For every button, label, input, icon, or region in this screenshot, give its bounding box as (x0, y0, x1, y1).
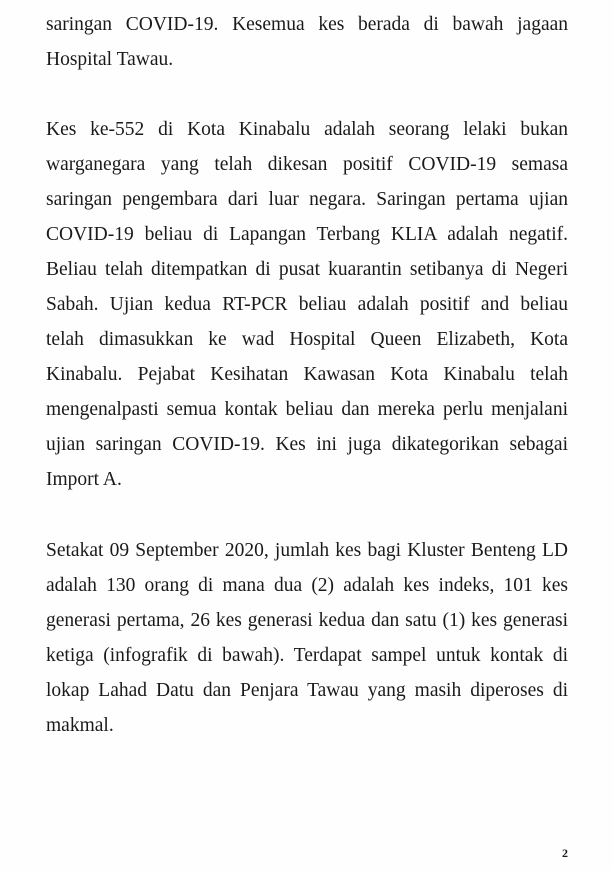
paragraph-3-line-3: generasi pertama, 26 kes generasi kedua dan satu (1) kes generasi (46, 610, 568, 631)
paragraph-2-line-6: Sabah. Ujian kedua RT-PCR beliau adalah positif and beliau (46, 294, 568, 315)
paragraph-2-line-7: telah dimasukkan ke wad Hospital Queen Elizabeth, Kota (46, 329, 568, 350)
paragraph-3-line-5: lokap Lahad Datu dan Penjara Tawau yang masih diperoses di (46, 680, 568, 701)
page-number: 2 (562, 846, 568, 860)
paragraph-2-line-2: warganegara yang telah dikesan positif COVID-19 semasa (46, 154, 568, 175)
paragraph-2-line-5: Beliau telah ditempatkan di pusat kuarantin setibanya di Negeri (46, 259, 568, 280)
paragraph-3-line-2: adalah 130 orang di mana dua (2) adalah kes indeks, 101 kes (46, 575, 568, 596)
paragraph-2-line-1: Kes ke-552 di Kota Kinabalu adalah seorang lelaki bukan (46, 119, 568, 140)
paragraph-2-line-11: Import A. (46, 469, 122, 490)
paragraph-3-line-6: makmal. (46, 715, 114, 736)
paragraph-2-line-9: mengenalpasti semua kontak beliau dan mereka perlu menjalani (46, 399, 568, 420)
paragraph-3-line-1: Setakat 09 September 2020, jumlah kes bagi Kluster Benteng LD (46, 540, 568, 561)
paragraph-1-line-1: saringan COVID-19. Kesemua kes berada di bawah jagaan (46, 14, 568, 35)
paragraph-2-line-8: Kinabalu. Pejabat Kesihatan Kawasan Kota Kinabalu telah (46, 364, 568, 385)
paragraph-2-line-10: ujian saringan COVID-19. Kes ini juga dikategorikan sebagai (46, 434, 568, 455)
paragraph-3-line-4: ketiga (infografik di bawah). Terdapat sampel untuk kontak di (46, 645, 568, 666)
paragraph-2-line-4: COVID-19 beliau di Lapangan Terbang KLIA adalah negatif. (46, 224, 568, 245)
paragraph-2-line-3: saringan pengembara dari luar negara. Saringan pertama ujian (46, 189, 568, 210)
paragraph-1-line-2: Hospital Tawau. (46, 49, 174, 70)
